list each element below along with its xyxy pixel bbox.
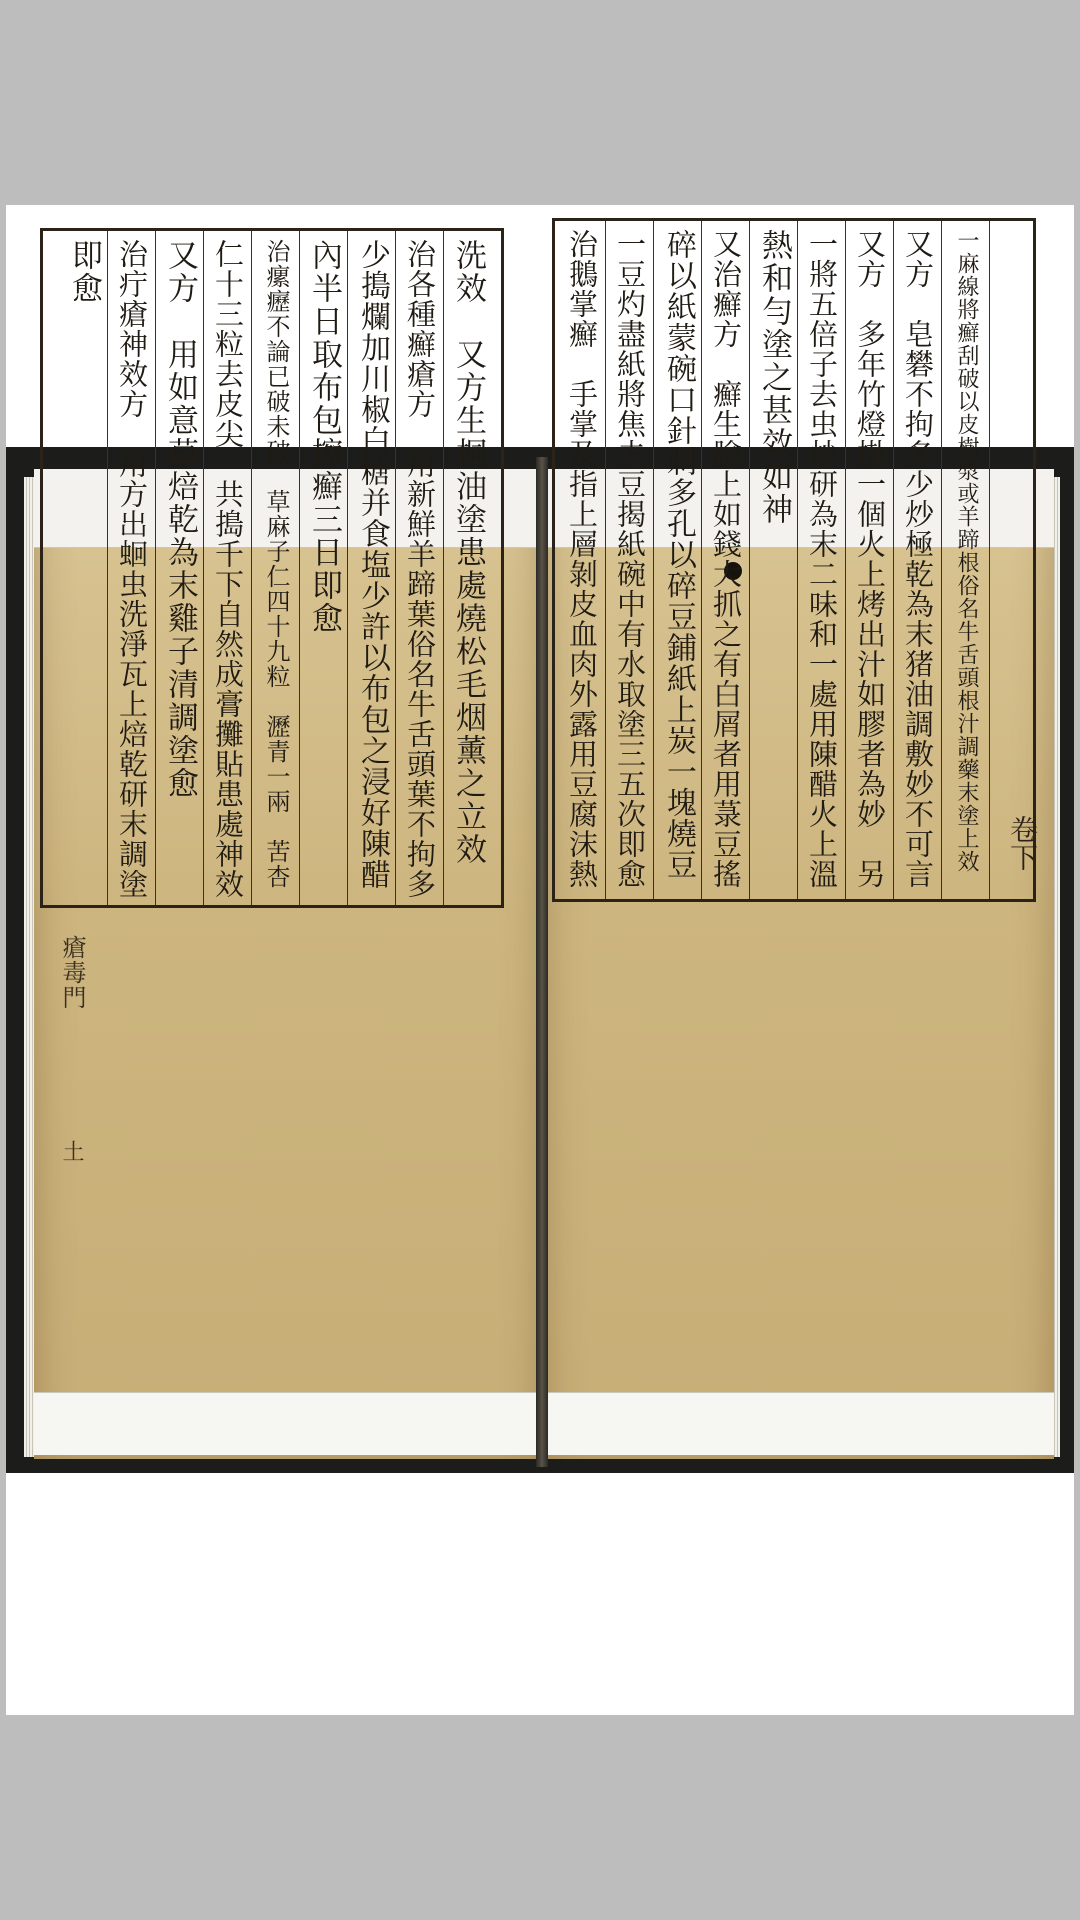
text-column: 一麻線將癬刮破以皮樹漿或羊蹄根俗名牛舌頭根汁調藥末塗上效 xyxy=(954,229,979,873)
text-column: 治瘰癧不論已破未破 草麻子仁四十九粒 瀝青一兩 苦杏 xyxy=(262,239,290,889)
text-column: 又治癬方 癬生臉上如錢大抓之有白屑者用菉豆搖 xyxy=(709,229,743,889)
text-column: 洗效 又方生桐油塗患處燒松毛烟薰之立效 xyxy=(450,239,486,866)
book-spine xyxy=(536,457,548,1467)
text-column: 熱和勻塗之甚效如神 xyxy=(756,229,792,526)
right-text-frame xyxy=(552,218,1036,902)
text-column: 內半日取布包擦癬三日即愈 xyxy=(306,239,342,635)
volume-label: 卷下 xyxy=(1006,815,1039,871)
right-bottom-flyleaf xyxy=(544,1392,1054,1455)
text-column: 一將五倍子去虫炒研為末二味和一處用陳醋火上溫 xyxy=(805,229,839,889)
text-column: 治鵝掌癬 手掌及指上層剝皮血肉外露用豆腐沫熱 xyxy=(565,229,599,889)
text-column: 又方 用如意草焙乾為末雞子清調塗愈 xyxy=(162,239,198,800)
text-column: 少搗爛加川椒白糖并食塩少許以布包之浸好陳醋 xyxy=(355,239,390,890)
margin-title: 瘡毒門 xyxy=(58,935,86,1010)
left-bottom-flyleaf xyxy=(34,1392,542,1455)
text-column: 又方 多年竹燈掛一個火上烤出汁如膠者為妙 另 xyxy=(853,229,887,889)
text-column: 又方 皂礬不拘多少炒極乾為末猪油調敷妙不可言 xyxy=(901,229,935,889)
left-text-frame xyxy=(40,228,504,908)
text-column: 即愈 xyxy=(66,239,102,305)
text-column: 治各種癬瘡方 用新鮮羊蹄葉俗名牛舌頭葉不拘多 xyxy=(403,239,437,899)
page-number: 土 xyxy=(59,1140,84,1162)
text-column: 碎以紙蒙碗口針刺多孔以碎豆鋪紙上炭一塊燒豆 xyxy=(661,229,696,880)
text-column: 治疔瘡神效方 用方出蛔虫洗淨瓦上焙乾研末調塗 xyxy=(115,239,149,899)
text-column: 仁十三粒去皮尖 共搗千下自然成膏攤貼患處神效 xyxy=(211,239,245,899)
text-column: 一豆灼盡紙將焦去豆揭紙碗中有水取塗三五次即愈 xyxy=(613,229,647,889)
